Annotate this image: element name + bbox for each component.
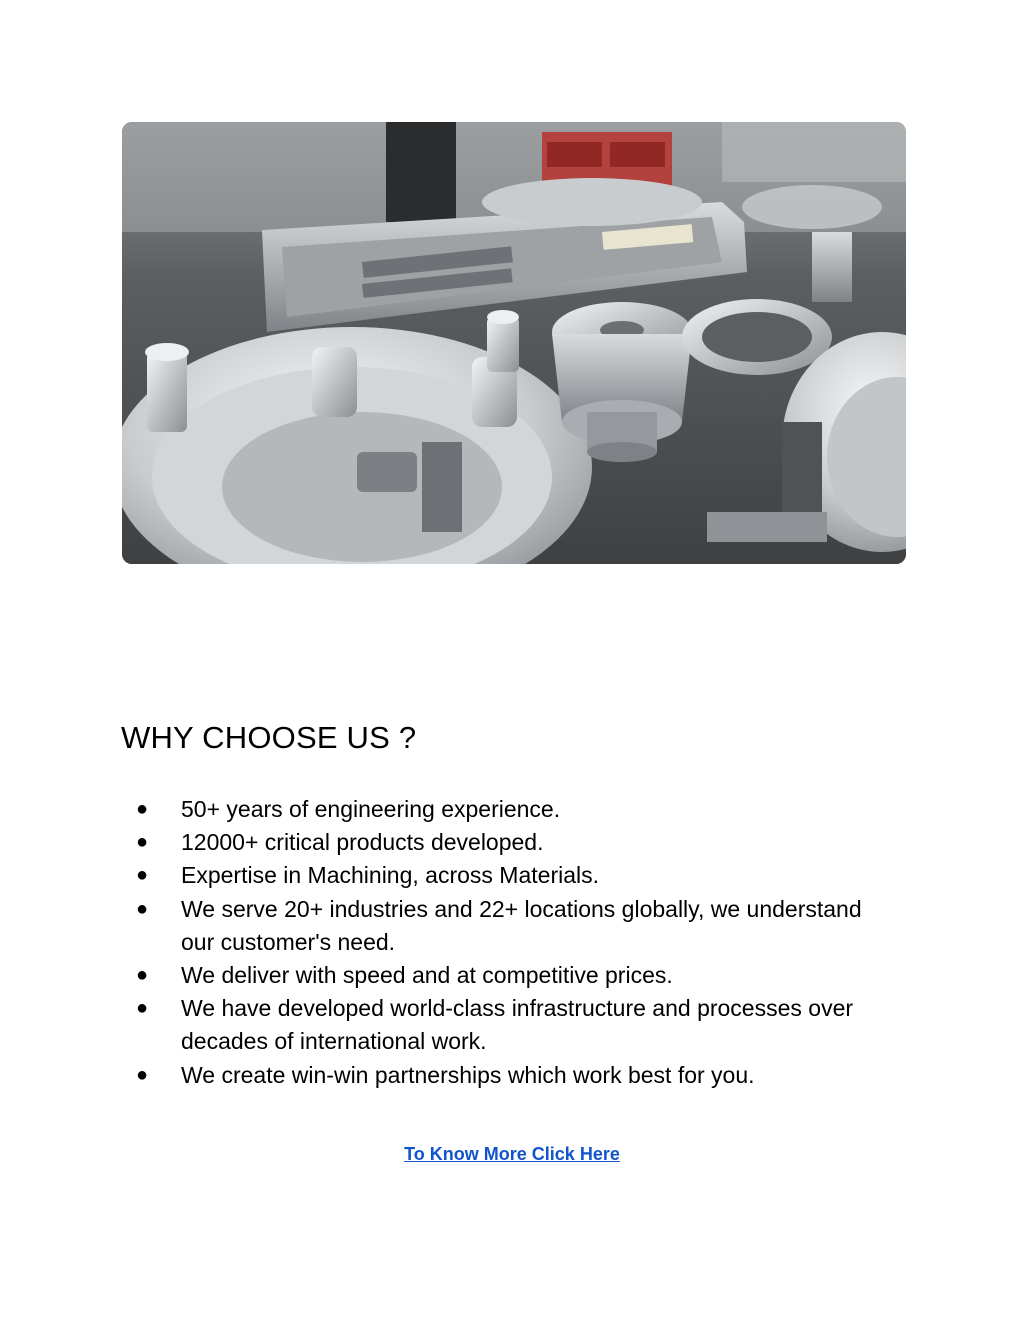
section-heading: WHY CHOOSE US ? [121,720,417,755]
list-item-text: We create win-win partnerships which work best for you. [181,1061,755,1088]
bullet-icon: ● [136,831,149,854]
bullet-icon: ● [136,897,149,920]
list-item [136,1059,896,1092]
bullet-icon: ● [136,864,149,887]
cta-container [0,1142,1024,1166]
hero-image [122,122,906,564]
bullet-icon: ● [136,964,149,987]
machined-parts-icon [122,122,906,564]
list-item [136,793,896,826]
list-item-text: We deliver with speed and at competitive prices. [181,962,673,989]
list-item [136,826,896,859]
features-list [136,793,896,1092]
list-item-text: We serve 20+ industries and 22+ locations globally, we understand our customer's need. [181,895,862,955]
list-item [136,992,896,1058]
list-item-text: We have developed world-class infrastructure and processes over decades of international work. [181,995,854,1055]
bullet-icon: ● [136,1063,149,1086]
list-item [136,859,896,892]
list-item [136,959,896,992]
bullet-icon: ● [136,798,149,820]
list-item [136,893,896,959]
know-more-link[interactable]: To Know More Click Here [404,1144,620,1164]
list-item-text: Expertise in Machining, across Materials. [181,862,599,889]
list-item-text: 12000+ critical products developed. [181,829,544,856]
list-item-text: 50+ years of engineering experience. [181,796,561,822]
bullet-icon: ● [136,997,149,1020]
